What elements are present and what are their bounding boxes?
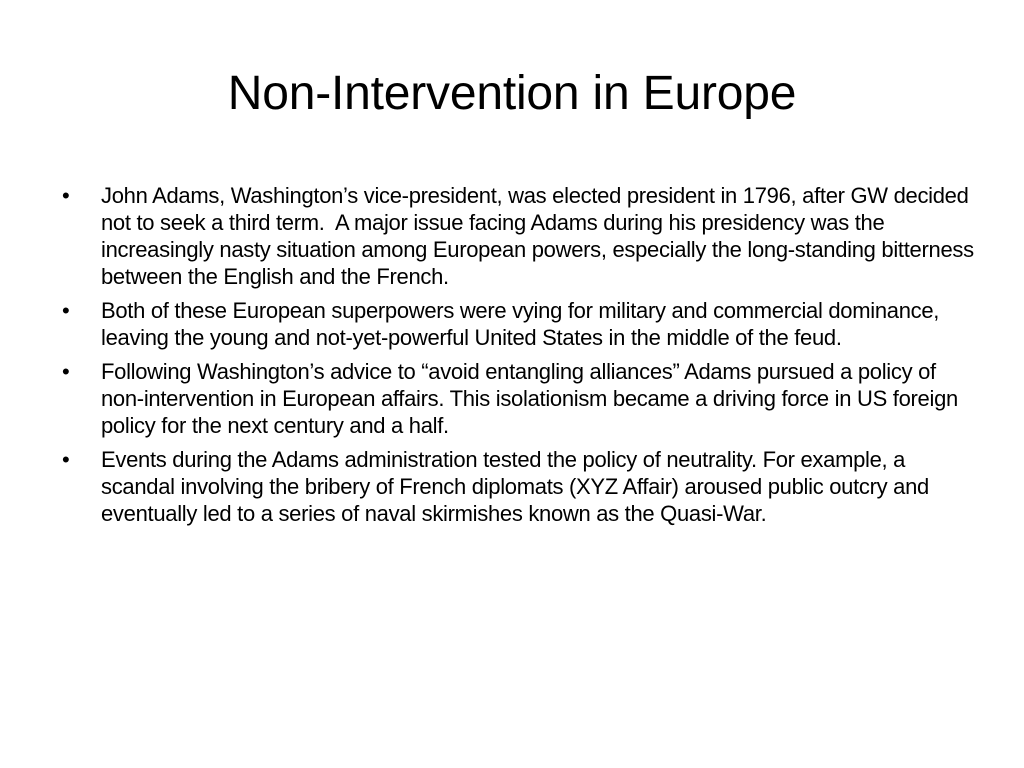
bullet-item [62, 297, 982, 351]
bullet-text: John Adams, Washington’s vice-president, was elected president in 1796, after GW decided not to seek a third term. A major issue facing Adams during his presidency was the increasingly nasty situation among European powers, especially the long-standing bitterness between the English and the French. [101, 183, 980, 289]
bullet-marker: • [62, 447, 70, 472]
bullet-item [62, 182, 982, 290]
bullet-marker: • [62, 359, 70, 384]
bullet-text: Both of these European superpowers were vying for military and commercial dominance, leaving the young and not-yet-powerful United States in the middle of the feud. [101, 298, 945, 350]
bullet-list [62, 182, 982, 534]
slide-title: Non-Intervention in Europe [227, 67, 797, 120]
bullet-item [62, 446, 982, 527]
bullet-marker: • [62, 183, 70, 208]
bullet-text: Events during the Adams administration tested the policy of neutrality. For example, a scandal involving the bribery of French diplomats (XYZ Affair) aroused public outcry and eventually led to a series of naval skirmishes known as the Quasi-War. [101, 447, 935, 526]
bullet-marker: • [62, 298, 70, 323]
bullet-item [62, 358, 982, 439]
bullet-text: Following Washington’s advice to “avoid entangling alliances” Adams pursued a policy of non-intervention in European affairs. This isolationism became a driving force in US foreign policy for the next century and a half. [101, 359, 964, 438]
